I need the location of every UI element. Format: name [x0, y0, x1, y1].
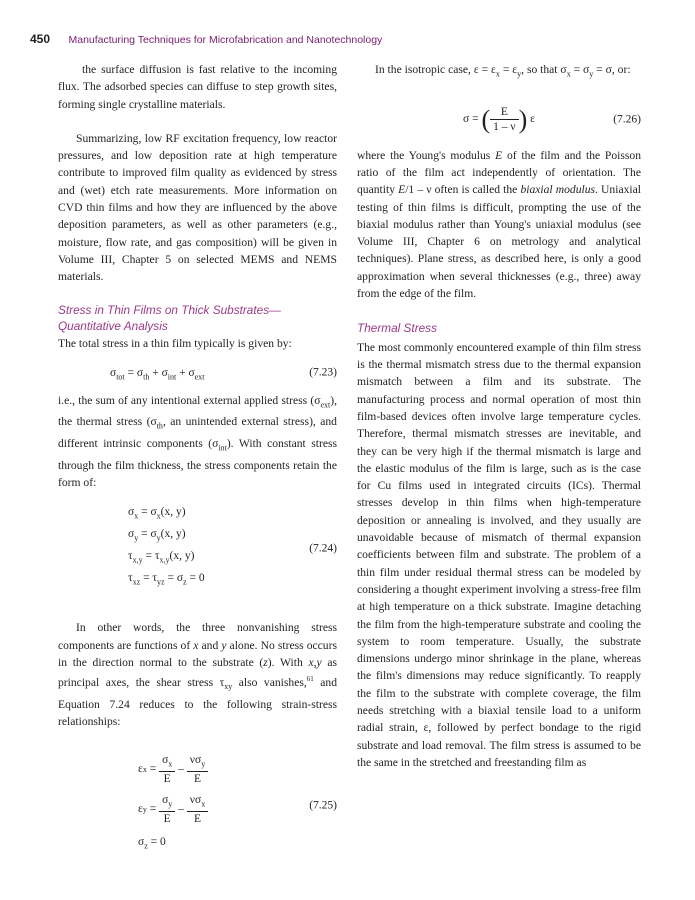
- paragraph-surface-diffusion: the surface diffusion is fast relative to the incoming flux. The adsorbed species can diffuse to step growth sites, forming single crystalline materials.: [58, 63, 337, 111]
- equation-line: $\sigma_y = \sigma_y(x$, y): [128, 528, 186, 543]
- equation-number: (7.25): [309, 799, 337, 812]
- equation-line: $\tau_{xz} = \tau_{yz} = \sigma_z = 0$: [128, 572, 205, 587]
- equation-7-24: [58, 501, 337, 597]
- paragraph-isotropic: In the isotropic case, $\varepsilon = \varepsilon_x = \varepsilon_y$, so that $\sigma_x = \sigma_y = \sigma$, or:: [375, 63, 631, 79]
- section-heading-stress: Stress in Thin Films on Thick Substrates—Quantitative Analysis: [58, 302, 281, 334]
- equation-body: $\sigma_{tot} = \sigma_{th} + \sigma_{int} + \sigma_{ext}$: [110, 366, 205, 382]
- paragraph-youngs-modulus: where the Young's modulus E of the film and the Poisson ratio of the film act independently of orientation. The quantity E/1 – ν often is called the biaxial modulus. Uniaxial testing of thin films is difficult, prompting the use of the biaxial modulus rather than Young's uniaxial modulus (see Volume III, Chapter 6 on metrology and analytical techniques). Plane stress, as described here, is only a good approximation when several thicknesses (e.g., three) away from the edge of the film.: [357, 148, 641, 300]
- equation-line: ε x = $\frac{\sigma_x}{E}$ – $\frac{\nu\sigma_y}{E}$: [58, 750, 337, 788]
- equation-line: $\sigma_z = 0$: [138, 836, 166, 851]
- equation-line: ε y = $\frac{\sigma_y}{E}$ – $\frac{\nu\sigma_x}{E}$: [58, 788, 337, 830]
- running-header: [30, 30, 382, 48]
- paragraph-thermal-stress: The most commonly encountered example of thin film stress is the thermal mismatch stress due to the thermal expansion mismatch between a film and its substrate. The manufacturing process and normal operation of most thin film-based devices often involve large temperature cycles. Therefore, thermal mismatch stresses are inevitable, and they can be very high if the thermal mismatch is large and the elastic modulus of the film is large, such as is the case for Cu films used in integrated circuits (ICs). Thermal stresses develop in thin films when high-temperature deposition or annealing is involved, and they usually are unavoidable because of mismatch of thermal expansion coefficients between film and substrate. The problem of a thin film under residual thermal stress can be modeled by considering a thought experiment involving a stress-free film at high temperature on a thick substrate. Imagine detaching the film from the high-temperature substrate and cooling the system to room temperature. Usually, the substrate dimensions undergo minor shrinkage in the plane, whereas the film's dimensions may reduce significantly. To reapply the film to the substrate with complete coverage, the film needs stretching with a biaxial tensile load to a uniform radial strain, ε, followed by perfect bondage to the rigid substrate and load removal. The film stress is assumed to be the same in the stretched and freestanding film as: [357, 340, 641, 769]
- section-heading-thermal-stress: Thermal Stress: [357, 321, 437, 336]
- paragraph-sum-components: i.e., the sum of any intentional external applied stress $(\sigma_{ext})$, the thermal stress ($\sigma_{th}$, an unintended external stress), and different intrinsic components $(\sigma_{int})$. With constant stress through the film thickness, the stress components retain the form of:: [58, 393, 337, 489]
- running-title: Manufacturing Techniques for Microfabrication and Nanotechnology: [68, 34, 383, 46]
- equation-line: $\tau_{x,y} = \tau_{x,y}(x$, y): [128, 550, 195, 565]
- equation-number: (7.26): [613, 112, 641, 125]
- page-number: 450: [30, 32, 51, 46]
- left-column: [58, 61, 337, 862]
- paragraph-total-stress: The total stress in a thin film typically is given by:: [58, 336, 292, 350]
- equation-body: σ = ( $\frac{E}{1 - \nu}$ ) ε: [463, 104, 535, 134]
- right-column: [357, 61, 641, 771]
- equation-7-26: [357, 97, 641, 143]
- paragraph-nonvanishing: In other words, the three nonvanishing stress components are functions of x and y alone. No stress occurs in the direction normal to the substrate (z). With x,y as principal axes, the shear stress $\tau_{xy}$ also vanishes,$^{61}$ and Equation 7.24 reduces to the following strain-stress relationships:: [58, 621, 337, 728]
- equation-number: (7.23): [309, 366, 337, 379]
- equation-7-25: [58, 750, 337, 862]
- equation-line: $\sigma_x = \sigma_x(x$, y): [128, 506, 186, 521]
- paragraph-summarizing: Summarizing, low RF excitation frequency, low reactor pressures, and low deposition rate at high temperature contribute to improved film quality as evidenced by stress and (wet) etch rate measurements. More information on CVD thin films and how they are influenced by the above deposition parameters, as well as other parameters (e.g., moisture, flow rate, and gas composition) will be given in Volume III, Chapter 5 on selected MEMS and NEMS materials.: [58, 131, 337, 284]
- equation-number: (7.24): [309, 542, 337, 555]
- equation-7-23: [58, 358, 337, 388]
